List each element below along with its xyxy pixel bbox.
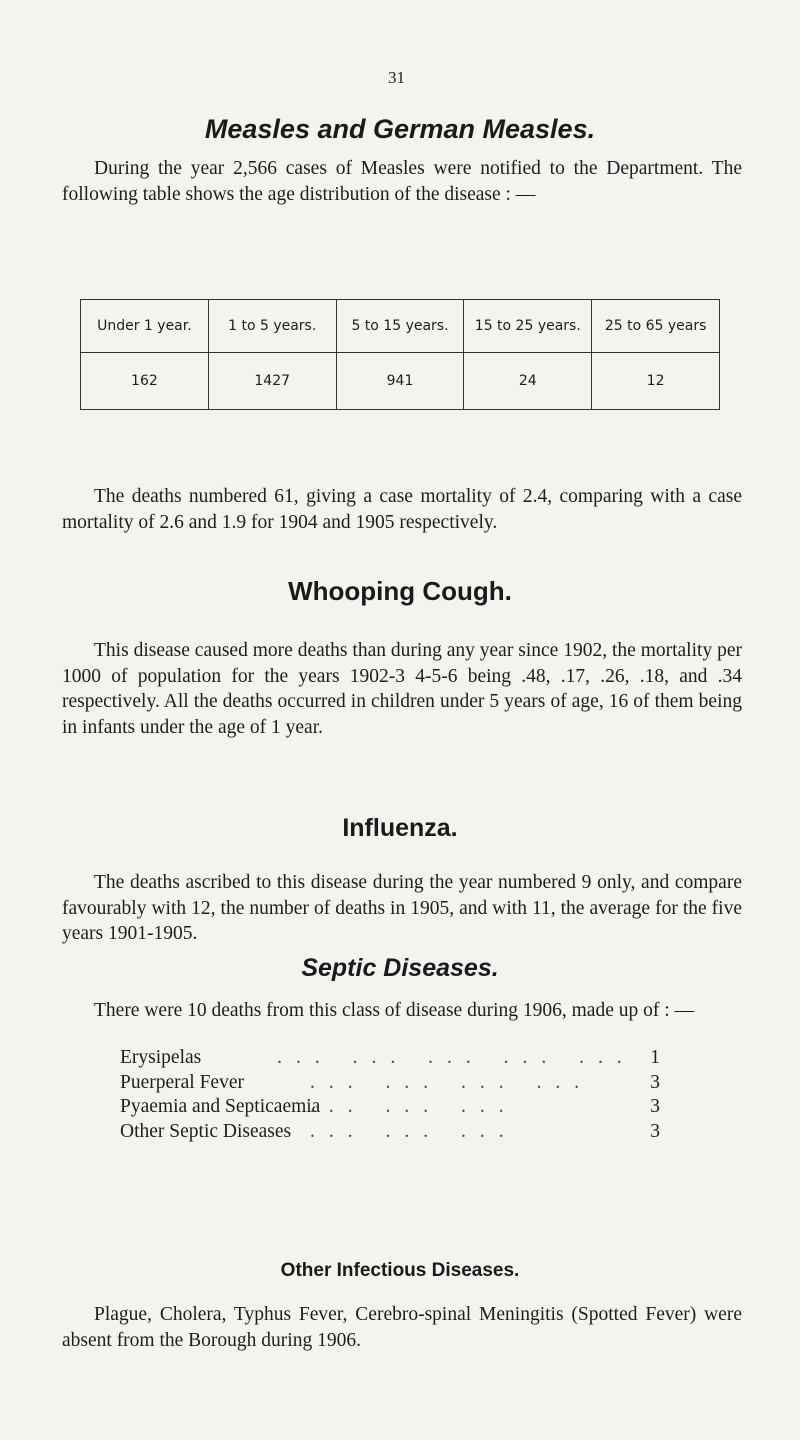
whooping-cough-text: This disease caused more deaths than during any year since 1902, the mortality per 1000 of population for the years 1902-3 4-5-6 being .48, .17, .26, .18, and .34 respectively. All the deaths occurred in children under 5 years of age, 16 of them being in infants under the age of 1 year. [62,640,742,738]
leader-dots: ... ... ... [310,1120,518,1142]
table-header-cell: 5 to 15 years. [336,300,464,353]
other-diseases-text: Plague, Cholera, Typhus Fever, Cerebro-spinal Meningitis (Spotted Fever) were absent from the Borough during 1906. [62,1304,742,1351]
septic-heading: Septic Diseases. [301,954,499,982]
leader-dots: ... ... ... ... ... [277,1047,636,1068]
table-header-cell: Under 1 year. [81,300,209,353]
septic-disease-list [120,1047,660,1145]
list-item-count: 3 [650,1120,660,1142]
leader-dots: ... ... ... ... [310,1071,594,1093]
list-item-label: Erysipelas [120,1047,202,1068]
measles-heading: Measles and German Measles. [204,114,596,144]
table-cell: 162 [81,353,209,410]
table-row [81,353,720,410]
table-header-row [81,300,720,353]
table-cell: 1427 [208,353,336,410]
list-item-label: Pyaemia and Septicaemia [120,1096,321,1117]
measles-deaths-text: The deaths numbered 61, giving a case mortality of 2.4, comparing with a case mortality of 2.6 and 1.9 for 1904 and 1905 respectively. [62,486,742,533]
age-distribution-table [80,299,720,410]
list-item-count: 1 [650,1047,660,1068]
table-header-cell: 1 to 5 years. [208,300,336,353]
list-item [120,1121,660,1146]
list-item [120,1096,660,1121]
list-item-label: Puerperal Fever [120,1071,244,1093]
list-item [120,1072,660,1097]
influenza-text: The deaths ascribed to this disease during the year numbered 9 only, and compare favourably with 12, the number of deaths in 1905, and with 11, the average for the five years 1901-1905. [62,872,742,944]
list-item-label: Other Septic Diseases [120,1120,292,1142]
table-cell: 12 [592,353,720,410]
page-number: 31 [388,68,405,87]
septic-intro: There were 10 deaths from this class of disease during 1906, made up of : — [94,1000,695,1021]
list-item-count: 3 [650,1071,660,1093]
list-item [120,1047,660,1072]
table-header-cell: 15 to 25 years. [464,300,592,353]
other-diseases-heading: Other Infectious Diseases. [280,1260,520,1281]
leader-dots: ... ... ... [310,1096,518,1117]
table-cell: 941 [336,353,464,410]
influenza-heading: Influenza. [342,814,458,842]
measles-intro: During the year 2,566 cases of Measles were notified to the Department. The following table shows the age distribution of the disease : — [62,158,742,205]
table-header-cell: 25 to 65 years [592,300,720,353]
whooping-cough-heading: Whooping Cough. [288,576,512,606]
table-cell: 24 [464,353,592,410]
list-item-count: 3 [650,1096,660,1117]
